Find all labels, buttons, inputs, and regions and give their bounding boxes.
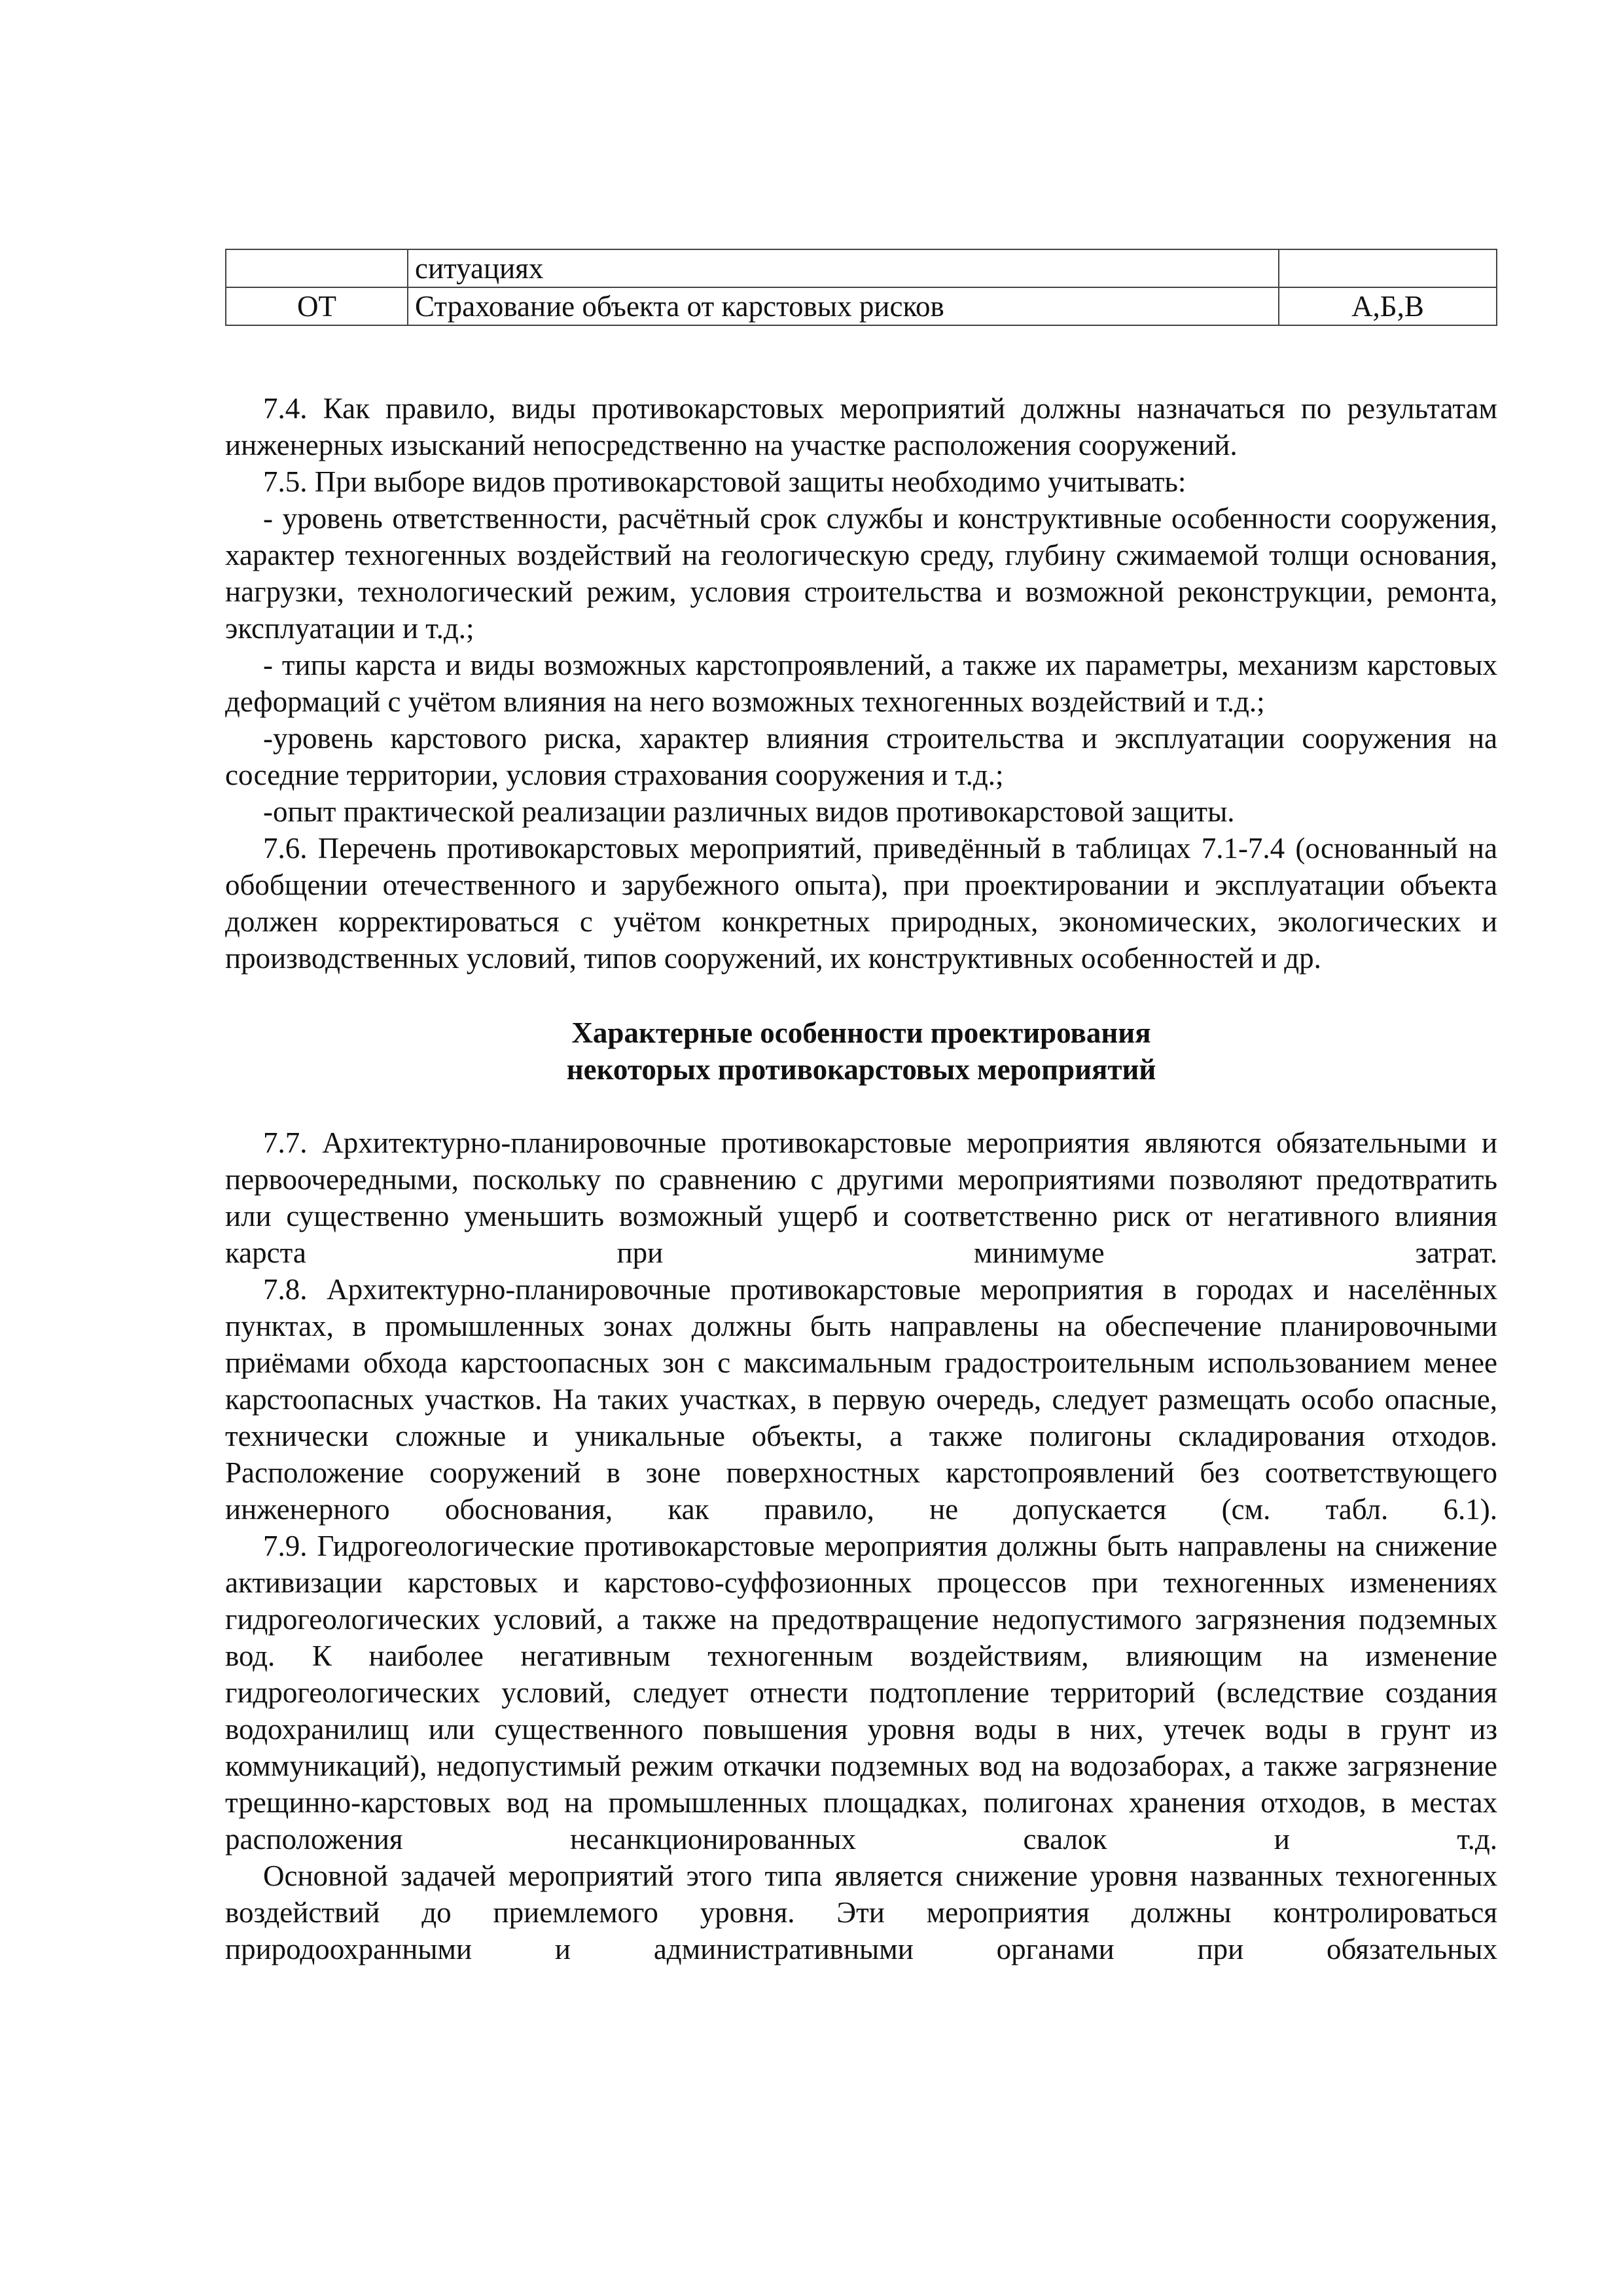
list-item-karst-risk: -уровень карстового риска, характер влияния строительства и эксплуатации сооружения на соседние территории, условия страхования сооружения и т.д.;: [225, 722, 1497, 791]
paragraph-7-7: 7.7. Архитектурно-планировочные противокарстовые мероприятия являются обязательными и первоочередными, поскольку по сравнению с другими мероприятиями позволяют предотвратить или существенно уменьшить возможный ущерб и соответственно риск от негативного влияния карста при минимуме затрат.: [225, 1126, 1497, 1269]
paragraph-7-8: 7.8. Архитектурно-планировочные противокарстовые мероприятия в городах и населённых пунктах, в промышленных зонах должны быть направлены на обеспечение планировочными приёмами обхода карстоопасных зон с максимальным градостроительным использованием менее карстоопасных участков. На таких участках, в первую очередь, следует размещать особо опасные, технически сложные и уникальные объекты, а также полигоны складирования отходов. Расположение сооружений в зоне поверхностных карстопроявлений без соответствующего инженерного обоснования, как правило, не допускается (см. табл. 6.1).: [225, 1273, 1497, 1526]
paragraph-7-5: 7.5. При выборе видов противокарстовой защиты необходимо учитывать:: [263, 465, 1186, 498]
table-cell-code: [226, 249, 408, 287]
paragraph-7-6: 7.6. Перечень противокарстовых мероприятий, приведённый в таблицах 7.1-7.4 (основанный на обобщении отечественного и зарубежного опыта), при проектировании и эксплуатации объекта должен корректироваться с учётом конкретных природных, экономических, экологических и производственных условий, типов сооружений, их конструктивных особенностей и др.: [225, 832, 1497, 975]
list-item-karst-types: - типы карста и виды возможных карстопроявлений, а также их параметры, механизм карстовых деформаций с учётом влияния на него возможных техногенных воздействий и т.д.;: [225, 649, 1497, 718]
document-page: [225, 249, 1497, 1967]
list-item-responsibility: - уровень ответственности, расчётный срок службы и конструктивные особенности сооружения, характер техногенных воздействий на геологическую среду, глубину сжимаемой толщи основания, нагрузки, технологический режим, условия строительства и возможной реконструкции, ремонта, эксплуатации и т.д.;: [225, 502, 1497, 645]
table-cell-code: ОТ: [226, 287, 408, 325]
table-row: [226, 287, 1497, 325]
body-text: [225, 390, 1497, 1967]
table-cell-description: ситуациях: [408, 249, 1279, 287]
table-cell-applicability: [1279, 249, 1497, 287]
measures-table: [225, 249, 1497, 326]
paragraph-7-4: 7.4. Как правило, виды противокарстовых мероприятий должны назначаться по результатам инженерных изысканий непосредственно на участке расположения сооружений.: [225, 392, 1497, 461]
list-item-experience: -опыт практической реализации различных видов противокарстовой защиты.: [263, 795, 1235, 828]
paragraph-main-task: Основной задачей мероприятий этого типа является снижение уровня названных техногенных воздействий до приемлемого уровня. Эти мероприятия должны контролироваться природоохранными и административными органами при обязательных: [225, 1859, 1497, 1965]
section-heading-line: Характерные особенности проектирования: [571, 1016, 1151, 1049]
paragraph-7-9: 7.9. Гидрогеологические противокарстовые мероприятия должны быть направлены на снижение активизации карстовых и карстово-суффозионных процессов при техногенных изменениях гидрогеологических условий, а также на предотвращение недопустимого загрязнения подземных вод. К наиболее негативным техногенным воздействиям, влияющим на изменение гидрогеологических условий, следует отнести подтопление территорий (вследствие создания водохранилищ или существенного повышения уровня воды в них, утечек воды в грунт из коммуникаций), недопустимый режим откачки подземных вод на водозаборах, а также загрязнение трещинно-карстовых вод на промышленных площадках, полигонах хранения отходов, в местах расположения несанкционированных свалок и т.д.: [225, 1530, 1497, 1856]
table-cell-description: Страхование объекта от карстовых рисков: [408, 287, 1279, 325]
section-heading: [225, 1014, 1497, 1088]
section-heading-line: некоторых противокарстовых мероприятий: [566, 1053, 1156, 1086]
table-cell-applicability: А,Б,В: [1279, 287, 1497, 325]
table-row: [226, 249, 1497, 287]
